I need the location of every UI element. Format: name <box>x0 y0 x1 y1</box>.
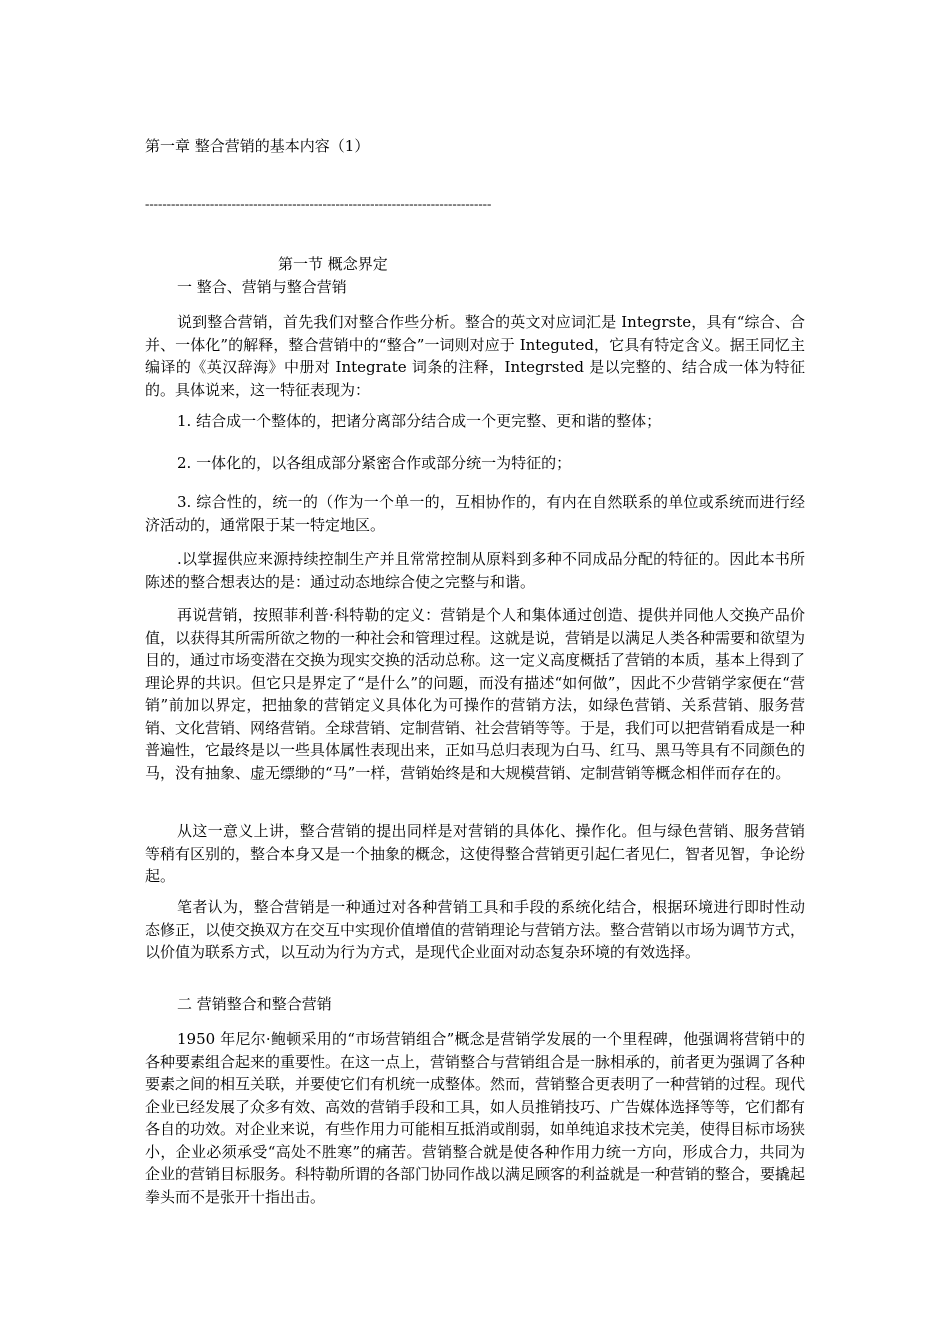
paragraph-item-3: 3. 综合性的，统一的（作为一个单一的，互相协作的，有内在自然联系的单位或系统而进行经济活动的，通常限于某一特定地区。 <box>145 493 805 534</box>
paragraph-item-1: 1. 结合成一个整体的，把诸分离部分结合成一个更完整、更和谐的整体； <box>177 412 662 430</box>
subsection-title-2: 二 营销整合和整合营销 <box>177 995 332 1013</box>
paragraph-marketing-mix: 1950 年尼尔·鲍顿采用的“市场营销组合”概念是营销学发展的一个里程碑，他强调将营销中的各种要素组合起来的重要性。在这一点上，营销整合与营销组合是一脉相承的，前者更为强调了各种要素之间的相互关联，并要使它们有机统一成整体。然而，营销整合更表明了一种营销的过程。现代企业已经发展了众多有效、高效的营销手段和工具，如人员推销技巧、广告媒体选择等等，它们都有各自的功效。对企业来说，有些作用力可能相互抵消或削弱，如单纯追求技术完美，使得目标市场狭小，企业必须承受“高处不胜寒”的痛苦。营销整合就是使各种作用力统一方向，形成合力，共同为企业的营销目标服务。科特勒所谓的各部门协同作战以满足顾客的利益就是一种营销的整合，要撬起拳头而不是张开十指出击。 <box>145 1030 806 1206</box>
paragraph-item-2: 2. 一体化的，以各组成部分紧密合作或部分统一为特征的； <box>177 454 572 472</box>
paragraph-intro: 说到整合营销，首先我们对整合作些分析。整合的英文对应词汇是 Integrste，具有“综合、合并、一体化”的解释，整合营销中的“整合”一词则对应于 Integuted，它具有特定含义。据王同忆主编译的《英汉辞海》中册对 Integrate 词条的注释，Integrsted 是以完整的、结合成一体为特征的。具体说来，这一特征表现为： <box>145 313 805 399</box>
paragraph-integration-meaning: 从这一意义上讲，整合营销的提出同样是对营销的具体化、操作化。但与绿色营销、服务营销等稍有区别的，整合本身又是一个抽象的概念，这使得整合营销更引起仁者见仁，智者见智，争论纷起。 <box>145 822 806 885</box>
paragraph-author-view: 笔者认为，整合营销是一种通过对各种营销工具和手段的系统化结合，根据环境进行即时性动态修正，以使交换双方在交互中实现价值增值的营销理论与营销方法。整合营销以市场为调节方式，以价值为联系方式，以互动为行为方式，是现代企业面对动态复杂环境的有效选择。 <box>145 898 806 961</box>
separator-rule: -------------------------------------------------------------------------------- <box>145 196 492 211</box>
paragraph-item-4: .以掌握供应来源持续控制生产并且常常控制从原料到多种不同成品分配的特征的。因此本书所陈述的整合想表达的是：通过动态地综合使之完整与和谐。 <box>145 550 805 591</box>
section-title: 第一节 概念界定 <box>278 255 388 273</box>
chapter-title: 第一章 整合营销的基本内容（1） <box>145 137 370 155</box>
paragraph-marketing-definition: 再说营销，按照菲利普·科特勒的定义：营销是个人和集体通过创造、提供并同他人交换产品价值，以获得其所需所欲之物的一种社会和管理过程。这就是说，营销是以满足人类各种需要和欲望为目的，通过市场变潜在交换为现实交换的活动总称。这一定义高度概括了营销的本质，基本上得到了理论界的共识。但它只是界定了“是什么”的问题，而没有描述“如何做”，因此不少营销学家便在“营销”前加以界定，把抽象的营销定义具体化为可操作的营销方法，如绿色营销、关系营销、服务营销、文化营销、网络营销。全球营销、定制营销、社会营销等等。于是，我们可以把营销看成是一种普遍性，它最终是以一些具体属性表现出来，正如马总归表现为白马、红马、黑马等具有不同颜色的马，没有抽象、虚无缥缈的“马”一样，营销始终是和大规模营销、定制营销等概念相伴而存在的。 <box>145 606 806 782</box>
subsection-title-1: 一 整合、营销与整合营销 <box>177 278 347 296</box>
